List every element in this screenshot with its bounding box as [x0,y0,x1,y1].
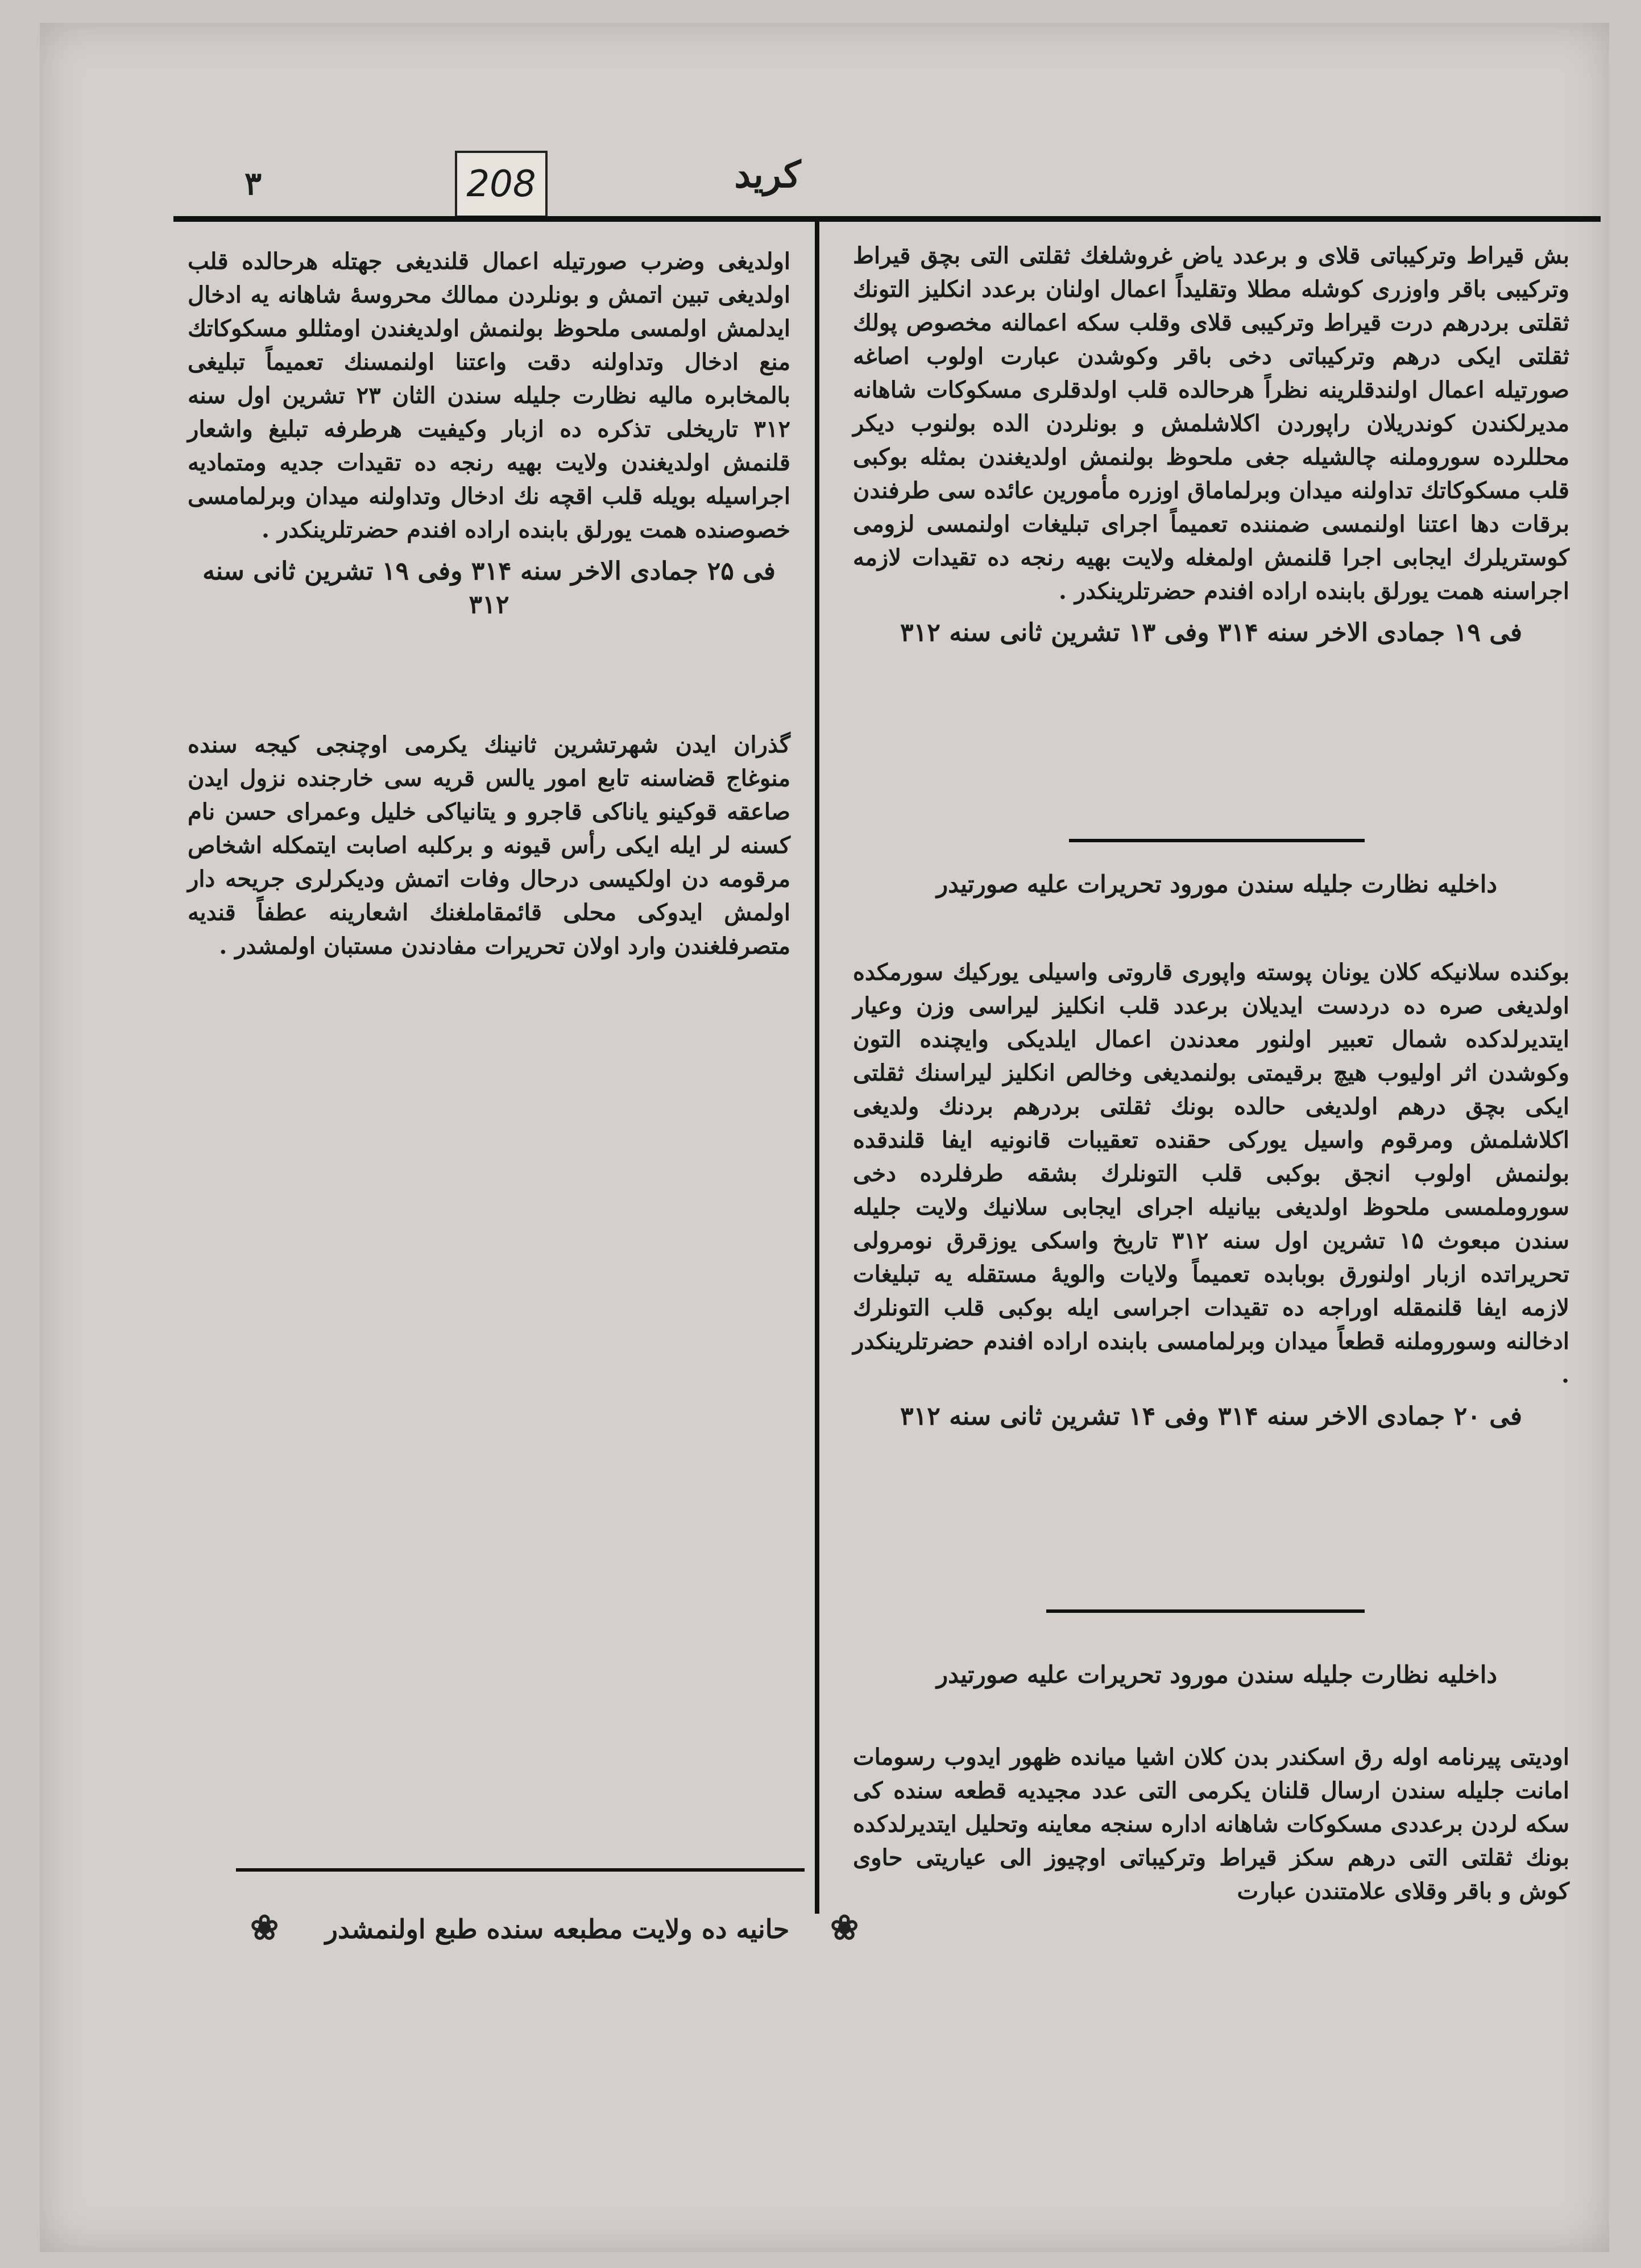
footer-rule [236,1868,805,1872]
article-body: اودیتی پیرنامه اوله رق اسکندر بدن کلان اشیا میانده ظهور ایدوب رسومات امانت جلیله سندن ارسال قلنان یکرمی التی عدد مجیدیه قطعه سنده کی سکه لردن برعددی مسکوکات شاهانه اداره سنجه معاینه وتحلیل ایتدیرلدکده بونك ثقلتی التی درهم سکز قیراط وترکیباتی اوچیوز الی عیاریتی حاوی کوش و باقر وقلای علامتندن عبارت [853,1744,1569,1905]
ornament-left: ❀ [250,1908,279,1948]
section-rule [1046,1609,1365,1613]
article-dateline: فی ۱۹ جمادی الاخر سنه ۳۱۴ وفی ۱۳ تشرین ثانی سنه ۳۱۲ [900,618,1522,647]
masthead-title: کرید [734,154,801,196]
ornament-right: ❀ [830,1908,859,1948]
section-rule [1069,839,1365,842]
article-body: اولدیغی وضرب صورتیله اعمال قلندیغی جهتله هرحالده قلب اولدیغی تبین اتمش و بونلردن ممالك محروسهٔ شاهانه یه ادخال ایدلمش اولمسی ملحوظ بولنمش اولدیغندن اومثللو مسکوکاتك منع ادخال وتداولنه دقت واعتنا اولنمسنك تعمیماً تبلیغی بالمخابره مالیه نظارت جلیله سندن الثان ۲۳ تشرین اول سنه ۳۱۲ تاریخلی تذکره ده ازبار وکیفیت هرطرفه تبلیغ واشعار قلنمش اولدیغندن ولایت بهیه رنجه ده تقیدات جدیه ومتمادیه اجراسیله بویله قلب اقچه نك ادخال وتداولنه میدان وبرلمامسی خصوصنده همت یورلق بابنده اراده افندم حضرتلرینکدر . [188,248,790,543]
left-column-article-2 [188,728,790,963]
article-dateline: فی ۲۰ جمادی الاخر سنه ۳۱۴ وفی ۱۴ تشرین ثانی سنه ۳۱۲ [900,1402,1522,1431]
column-divider [815,219,819,1914]
article-dateline: فی ۲۵ جمادی الاخر سنه ۳۱۴ وفی ۱۹ تشرین ثانی سنه ۳۱۲ [202,557,776,619]
article-body: بش قیراط وترکیباتی قلای و برعدد یاض غروشلغك ثقلتی التی بچق قیراط وترکیبی باقر واوزری کوشله مطلا وتقلیداً اعمال اولنان برعدد انکلیز التونك ثقلتی بردرهم درت قیراط وترکیبی قلای وقلب سکه اعمالنه مخصوص پولك ثقلتی ایکی درهم وترکیباتی دخی باقر وکوشدن عبارت اولوب اصاغه صورتیله اعمال اولندقلرینه نظراً هرحالده قلب اولدقلری مسکوکات شاهانه مدیرلکندن کوندریلان راپوردن اکلاشلمش و بونلردن الده بولنوب دیکر محللرده سوروملنه چالشیله جغی ملحوظ بولنمش اولدیغندن بمثله بوکبی قلب مسکوکاتك تداولنه میدان وبرلماماق اوزره مأمورین عائده سی طرفندن برقات دها اعتنا اولنمسی ضمننده تعمیماً اجرای تبلیغات اولنمسی لزومی کوستریلرك ایجابی اجرا قلنمش اولمغله ولایت بهیه رنجه ده تقیدات لازمه اجراسنه همت یورلق بابنده اراده افندم حضرتلرینکدر . [853,242,1569,605]
page-index: ٣ [245,165,262,202]
right-column-article-3 [853,239,1569,649]
printer-imprint: حانیه ده ولایت مطبعه سنده طبع اولنمشدر [325,1914,790,1944]
article-body: بوکنده سلانیکه کلان یونان پوسته واپوری قاروتی واسیلی یورکیك سورمکده اولدیغی صره ده دردست ایدیلان برعدد قلب انکلیز لیراسی وزن وعیار ایتدیرلدکده شمال تعبیر اولنور معدندن اعمال ایلدیکی وایچنده التون وکوشدن اثر اولیوب هیچ برقیمتی بولنمدیغی وخالص انکلیز لیراسنك ثقلتی ایکی بچق درهم اولدیغی حالده بونك ثقلتی بردرهم بردنك ولدیغی اکلاشلمش ومرقوم واسیل یورکی حقنده تعقیبات قانونیه ایفا قلندقده بولنمش اولوب انجق بوکبی قلب التونلرك بشقه طرفلرده دخی سوروملمسی ملحوظ اولدیغی بیانیله اجرای ایجابی سلانیك ولایت جلیله سندن مبعوث ۱۵ تشرین اول سنه ۳۱۲ تاریخ واسکی یوزقرق نومرولی تحریراتده ازبار اولنورق بوبابده تعمیماً ولایات والویهٔ مستقله یه تبلیغات لازمه ایفا قلنمقله اوراجه ده تقیدات اجراسی ایله بوکبی قلب التونلرك ادخالنه وسوروملنه قطعاً میدان وبرلمامسی بابنده اراده افندم حضرتلرینکدر . [853,959,1569,1388]
right-column-article-5 [853,1740,1569,1908]
article-body: گذران ایدن شهرتشرین ثانینك یکرمی اوچنجی کیجه سنده منوغاج قضاسنه تابع امور یالس قریه سی خارجنده نزول ایدن صاعقه قوکینو یاناکی قاجرو و یتانیاکی خلیل وعمرای حسن نام کسنه لر ایله ایکی رأس قیونه و برکلبه اصابت ایتمکله اشخاص مرقومه دن اولکیسی درحال وفات اتمش ودیکرلری جریحه دار اولمش ایدوکی محلی قائمقاملغنك اشعارینه عطفاً قندیه متصرفلغندن وارد اولان تحریرات مفادندن مستبان اولمشدر . [188,731,790,959]
left-column-article-1 [188,245,790,622]
section-heading: داخلیه نظارت جلیله سندن مورود تحریرات علیه صورتیدر [936,870,1498,898]
right-column-article-4 [853,955,1569,1433]
section-heading: داخلیه نظارت جلیله سندن مورود تحریرات علیه صورتیدر [936,1661,1498,1688]
header-rule [173,216,1601,222]
page-number-stamp: 208 [455,151,548,218]
